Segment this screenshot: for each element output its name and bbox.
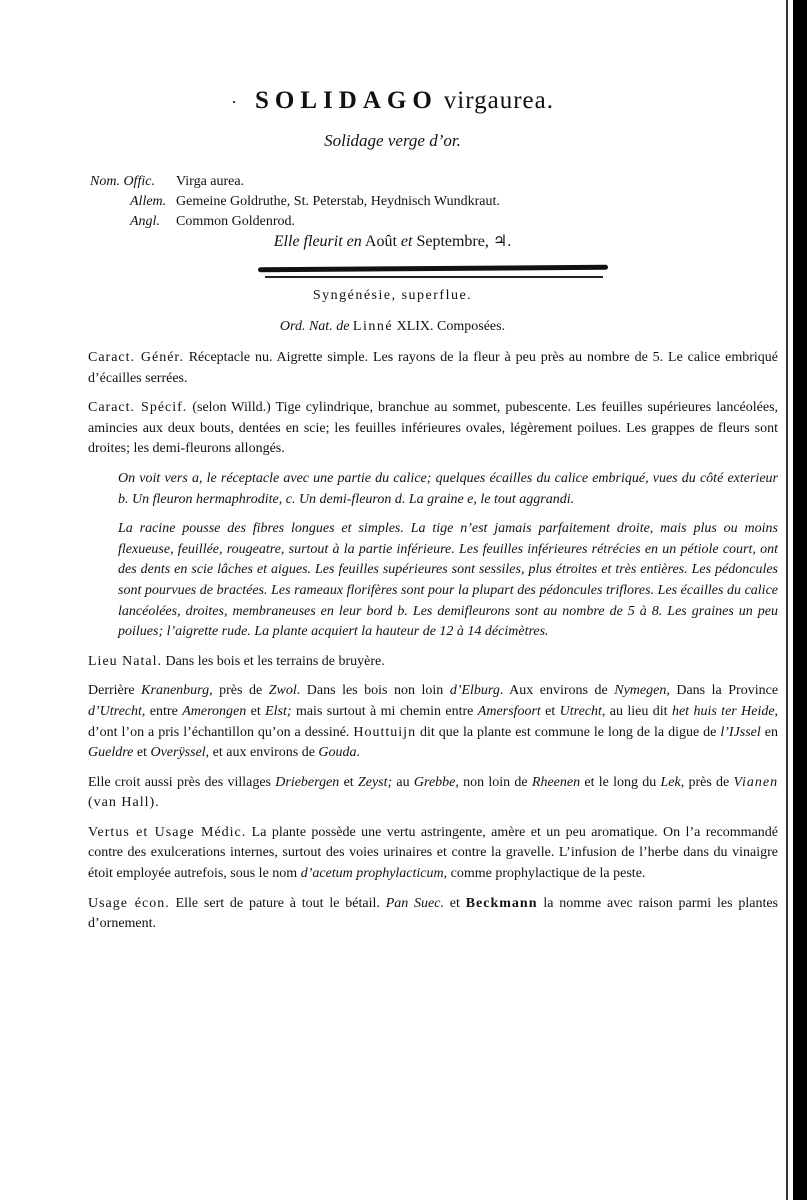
place-name: l’IJssel	[720, 724, 761, 740]
place-name: Nymegen	[614, 683, 667, 699]
place-name: Zwol	[268, 683, 297, 699]
latin-term: d’acetum prophylacticum	[300, 866, 444, 882]
name-value: Virga aurea.	[176, 174, 245, 189]
text-run: , d’ont l’on a pris l’échantillon qu’on a dessiné.	[88, 703, 779, 740]
name-value: Gemeine Goldruthe, St. Peterstab, Heydnisch Wundkraut.	[176, 194, 500, 209]
text-run: Elle sert de pature à tout le bétail.	[175, 895, 380, 911]
place-name: Zeyst;	[357, 774, 393, 790]
name-label: Allem.	[130, 194, 167, 209]
place-name: Rheenen	[531, 774, 581, 790]
species-title	[0, 86, 785, 117]
french-name: Solidage verge d’or.	[324, 131, 461, 150]
text-run: . Dans les bois non loin	[296, 683, 444, 699]
flowering-conj: et	[400, 233, 413, 250]
place-name: Kranenburg	[141, 683, 210, 699]
order-line	[0, 319, 785, 335]
text-run: dit que la plante est commune le long de la digue de	[420, 724, 717, 740]
species-name: virgaurea.	[443, 87, 554, 114]
text-run: Derrière	[88, 683, 135, 699]
lieu-natal	[88, 652, 778, 673]
author-name: Houttuijn	[353, 724, 417, 740]
text-run: , et aux environs de	[205, 745, 315, 761]
thick-divider	[258, 265, 608, 272]
reference: Pan Suec.	[385, 895, 444, 911]
flowering-line	[0, 231, 785, 251]
place-name: Driebergen	[275, 774, 340, 790]
figures-note: On voit vers a, le réceptacle avec une partie du calice; quelques écailles du calice embriqué, vues du côté exterieur b. Un fleuron hermaphrodite, c. Un demi-fleuron d. La graine e, le tout aggrandi.	[118, 470, 778, 507]
flowering-prefix: Elle fleurit en	[273, 233, 362, 250]
section-text: Réceptacle nu. Aigrette simple. Les rayons de la fleur à peu près au nombre de 5. Le calice embriqué d’écailles serrées.	[88, 350, 779, 386]
place-name: d’Utrecht	[88, 703, 142, 719]
text-run: et	[449, 895, 460, 911]
flowering-month: Août	[364, 233, 397, 250]
text-run: (van Hall).	[88, 795, 160, 811]
plant-description: La racine pousse des fibres longues et simples. La tige n’est jamais parfaitement droite, mais plus ou moins flexueuse, feuillée, rougeatre, surtout à la partie inférieure. Les feuilles inférieures rétrécies en un pétiole court, ont des dents en scie lâches et aigues. Les feuilles supérieures sont sessiles, plus étroites et très entières. Les pédoncules sont pourvues de bractées. Les rameaux florifères sont pour la plupart des pédoncules triflores. Les écailles du calice lancéolées, droites, membraneuses en leur bord b. Les demifleurons sont au nombre de 5 à 8. Les graines un peu poilues; l’aigrette rude. La plante acquiert la hauteur de 12 à 14 décimètres.	[118, 521, 778, 640]
title-dot: ·	[231, 92, 238, 112]
text-run: et	[343, 774, 354, 790]
place-name: Overÿssel	[150, 745, 206, 761]
place-name: het huis ter Heide	[671, 703, 775, 719]
text-run: , Dans la Province	[666, 683, 779, 699]
section-label: Usage écon.	[88, 895, 170, 911]
caract-specif	[88, 398, 778, 460]
text-run: , non loin de	[455, 774, 528, 790]
text-run: au	[396, 774, 410, 790]
name-label: Angl.	[130, 214, 160, 229]
text-run: , près de	[209, 683, 263, 699]
text-run: Elle croit aussi près des villages	[88, 774, 271, 790]
order-author: Linné	[352, 319, 394, 334]
name-value: Common Goldenrod.	[176, 214, 295, 229]
genus-name: SOLIDAGO	[255, 87, 438, 114]
name-row-english	[90, 212, 500, 232]
place-name: Grebbe	[413, 774, 456, 790]
caract-gener	[88, 348, 778, 389]
text-run: et	[250, 703, 261, 719]
name-row-officinal	[90, 172, 500, 192]
place-name: Elst;	[265, 703, 292, 719]
vernacular-names	[90, 172, 500, 232]
place-name: d’Elburg	[449, 683, 500, 699]
place-name: Amersfoort	[477, 703, 541, 719]
place-name: Utrecht	[559, 703, 602, 719]
text-run: et le long du	[584, 774, 657, 790]
flowering-end: Septembre, ♃.	[416, 233, 512, 250]
place-name: Gouda	[318, 745, 357, 761]
section-text: Dans les bois et les terrains de bruyère.	[165, 653, 385, 669]
text-run: , comme prophylactique de la peste.	[443, 866, 646, 882]
section-ref: (selon Willd.)	[192, 400, 271, 416]
place-name: Lek	[660, 774, 681, 790]
text-run: , au lieu dit	[601, 703, 668, 719]
page-edge-line	[786, 0, 788, 1200]
localities-paragraph-1	[88, 681, 778, 763]
text-run: .	[356, 745, 361, 761]
place-name: Gueldre	[88, 745, 134, 761]
place-name: Vianen	[733, 774, 779, 790]
class-line: Syngénésie, superflue.	[312, 288, 473, 303]
text-run: La plante possède une vertu astringente, amère et un peu aromatique. On l’a recommandé contre des exulcerations internes, surtout des voies urinaires et contre la gravelle. L’infusion de l’herbe dans du vinaigre étoit employée autrefois, sous le nom	[88, 824, 778, 882]
text-run: et	[545, 703, 556, 719]
text-run: , près de	[680, 774, 730, 790]
order-rest: XLIX. Composées.	[396, 319, 506, 334]
text-run: . Aux environs de	[499, 683, 608, 699]
text-run: la nomme avec raison parmi les plantes d’ornement.	[88, 895, 779, 932]
order-label: Ord. Nat.	[279, 319, 333, 334]
scan-edge-bar	[793, 0, 807, 1200]
section-label: Vertus et Usage Médic.	[88, 824, 247, 840]
section-label: Caract. Spécif.	[88, 400, 188, 416]
text-run: en	[764, 724, 778, 740]
order-de: de	[336, 319, 350, 334]
localities-paragraph-2	[88, 773, 778, 814]
description-body	[88, 348, 778, 944]
text-run: et	[136, 745, 147, 761]
vertus-medic	[88, 823, 778, 885]
text-run: mais surtout à mi chemin entre	[295, 703, 474, 719]
text-run: , entre	[141, 703, 178, 719]
thin-divider	[265, 276, 603, 278]
place-name: Amerongen	[182, 703, 247, 719]
section-label: Caract. Génér.	[88, 350, 184, 365]
section-text: Tige cylindrique, branchue au sommet, pubescente. Les feuilles supérieures lancéolées, amincies aux deux bouts, dentées en scie; les feuilles inférieures ovales, légèrement poilues. Les grappes de fleurs sont droites; les demi-fleurons allongés.	[88, 400, 779, 457]
usage-econ	[88, 894, 778, 935]
name-label: Nom. Offic.	[90, 174, 155, 189]
section-label: Lieu Natal.	[88, 653, 162, 669]
author-name: Beckmann	[465, 895, 538, 911]
name-row-german	[90, 192, 500, 212]
